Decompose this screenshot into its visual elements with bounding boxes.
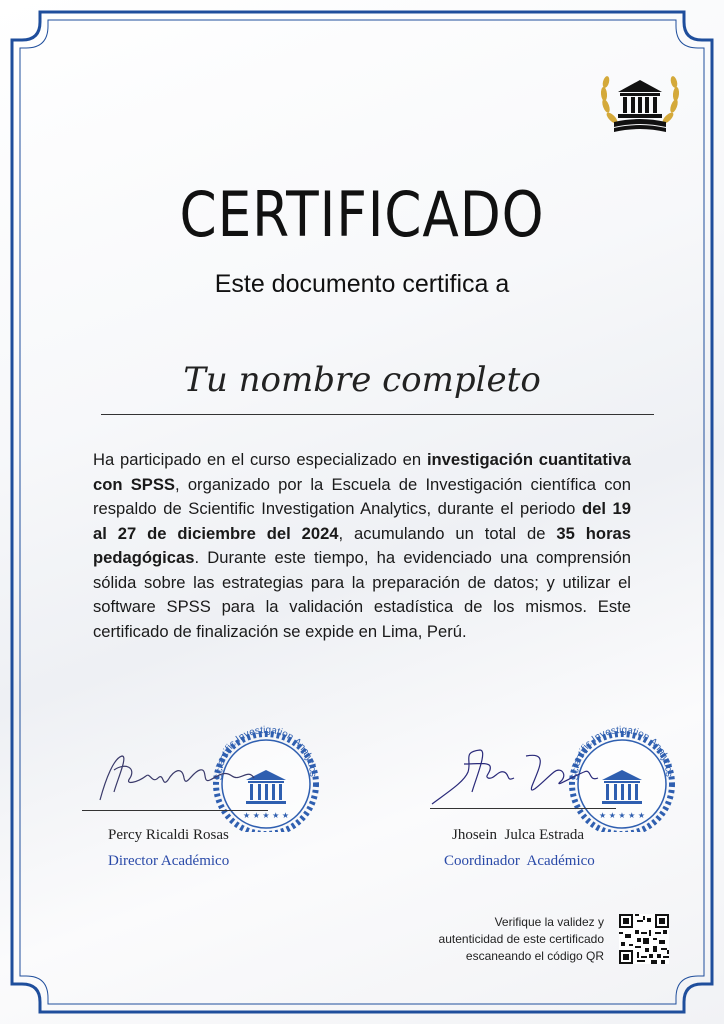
signatory-name-1: Percy Ricaldi Rosas <box>108 827 229 843</box>
verification-note <box>420 914 604 965</box>
certificate-title: CERTIFICADO <box>179 178 545 251</box>
seal-stars: ★ ★ ★ ★ ★ <box>242 811 290 820</box>
signature-graphic-2 <box>428 742 608 812</box>
body-text-3: , acumulando un total de <box>338 523 557 543</box>
body-text-4: . Durante este tiempo, ha evidenciado una comprensión sólida sobre las estrategias para la preparación de datos; y utilizar el software SPSS para la validación estadística de los mismos. Este certificado de finalización se expide en Lima, Perú. <box>93 548 631 641</box>
verification-line-3: escaneando el código QR <box>465 949 604 963</box>
course-period: del 19 al 27 de diciembre del 2024 <box>93 499 631 543</box>
course-hours: 35 horas pedagógicas <box>93 523 631 567</box>
recipient-name: Tu nombre completo <box>183 360 541 400</box>
seal-stars: ★ ★ ★ ★ ★ <box>598 811 646 820</box>
body-text-1: Ha participado en el curso especializado en <box>93 450 427 469</box>
signatory-name-2: Jhosein Julca Estrada <box>452 827 585 843</box>
signature-line-1 <box>82 810 268 811</box>
signature-line-2 <box>430 808 616 809</box>
seal-text: Scientific Investigation Analytics <box>569 724 675 781</box>
qr-code-icon[interactable] <box>619 914 669 964</box>
name-underline <box>101 414 654 415</box>
body-text-2: , organizado por la Escuela de Investigación científica con respaldo de Scientific Investigation Analytics, durante el periodo <box>93 474 631 518</box>
signatory-role-2: Coordinador Académico <box>444 853 595 869</box>
certificate-subtitle: Este documento certifica a <box>214 270 510 298</box>
course-name: investigación cuantitativa con SPSS <box>93 450 631 494</box>
signature-graphic-1 <box>92 748 262 808</box>
laurel-logo-icon <box>596 66 684 138</box>
seal-text: Scientific Investigation Analytics <box>213 724 319 781</box>
verification-line-1: Verifique la validez y <box>494 915 604 929</box>
verification-line-2: autenticidad de este certificado <box>438 932 604 946</box>
signatory-role-1: Director Académico <box>108 853 230 869</box>
certificate-body <box>93 448 631 644</box>
